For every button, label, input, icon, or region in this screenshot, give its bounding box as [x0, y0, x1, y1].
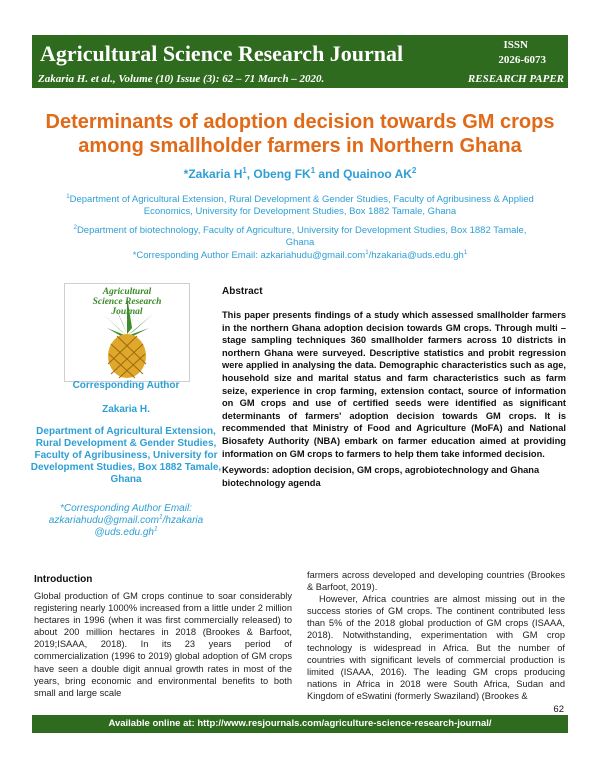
affiliation-text: Department of Agricultural Extension, Rural Development & Gender Studies, Faculty of Agribusiness & Applied Economics, University for Development Studies, Box 1882 Tamale, Ghana	[69, 194, 534, 217]
author-superscript: 2	[411, 166, 417, 175]
paper-title: Determinants of adoption decision towards GM crops among smallholder farmers in Northern Ghana	[45, 111, 555, 157]
affiliation-superscript: 2	[73, 223, 77, 231]
logo-text	[65, 287, 189, 317]
keywords: Keywords: adoption decision, GM crops, agrobiotechnology and Ghana biotechnology agenda	[222, 465, 540, 488]
corresponding-author-label: Corresponding Author	[72, 380, 180, 391]
paragraph: However, Africa countries are almost missing out in the success stories of GM crops. The continent contributed less than 5% of the 2018 global production of GM crops (ISAAA, 2018). Notwithstanding, experimentation with GM crop technology is widespread in Africa. But the number of countries with significant levels of commercial production is limited (ISAAA, 2016). The leading GM crops producing nations in Africa in 2018 were South Africa, Sudan and Kingdom of eSwatini (formerly Swaziland) (Brookes &	[307, 594, 565, 701]
author-separator: ,	[246, 167, 254, 181]
email-superscript: 1	[159, 513, 163, 521]
logo-line: Journal	[111, 307, 143, 317]
logo-line: Agricultural	[102, 287, 152, 297]
email-superscript: 1	[154, 525, 158, 533]
email-text: /hzakaria @uds.edu.gh	[94, 515, 204, 538]
author-name: Quainoo AK	[343, 167, 412, 181]
page-number: 62	[553, 704, 564, 715]
introduction-right-column	[307, 569, 565, 702]
abstract-heading: Abstract	[222, 286, 263, 297]
author-superscript: 1	[242, 166, 247, 175]
email-superscript: 1	[463, 248, 468, 256]
logo-line: Science Research	[92, 297, 162, 307]
affiliation-text: Department of biotechnology, Faculty of Agriculture, University for Development Studies, Box 1882 Tamale, Ghana	[76, 225, 527, 248]
corresponding-author-name: Zakaria H.	[102, 404, 150, 415]
footer-link[interactable]: Available online at: http://www.resjournals.com/agriculture-science-research-journal/	[32, 715, 568, 733]
journal-logo	[64, 283, 190, 382]
introduction-left-column: Global production of GM crops continue to soar considerably registering nearly 1000% increased from a little under 2 million hectares in 1996 (when it was first commercially released) to about 200 million hectares in 2018 (Brookes & Barfoot, 2019;ISAAA, 2018). In its 23 years period of commercialization (1996 to 2019) global adoption of GM crops have seen a double digit annual growth rates in most of the years, bring economic and environmental benefits to both small and large scale	[34, 591, 292, 698]
issn-label: ISSN	[503, 39, 528, 51]
paper-type: RESEARCH PAPER	[467, 73, 564, 85]
corresponding-author-affiliation: Department of Agricultural Extension, Rural Development & Gender Studies, Faculty of Agribusiness, University for Development Studies, Box 1882 Tamale, Ghana	[30, 426, 222, 485]
corresponding-author-email	[30, 503, 222, 539]
introduction-heading: Introduction	[34, 574, 93, 585]
author-list	[0, 167, 600, 181]
author-separator: and	[315, 167, 344, 181]
author-superscript: 1	[310, 166, 316, 175]
affiliation-superscript: 1	[66, 192, 70, 200]
author-name: Obeng FK	[253, 167, 311, 181]
email-text: *Corresponding Author Email: azkariahudu@gmail.com	[48, 503, 192, 526]
journal-title: Agricultural Science Research Journal	[40, 41, 404, 66]
email-text: /hzakaria@uds.edu.gh	[368, 250, 464, 261]
journal-header	[32, 35, 568, 88]
affiliation-2	[60, 225, 540, 249]
paragraph: farmers across developed and developing countries (Brookes & Barfoot, 2019).	[307, 570, 565, 593]
affiliation-1	[60, 194, 540, 218]
citation-line: Zakaria H. et al., Volume (10) Issue (3): 62 – 71 March – 2020.	[38, 73, 325, 85]
issn-number: 2026-6073	[498, 54, 546, 66]
email-superscript: 1	[365, 248, 369, 256]
corresponding-email	[0, 250, 600, 261]
email-text: *Corresponding Author Email: azkariahudu@gmail.com	[132, 250, 366, 261]
author-name: *Zakaria H	[183, 167, 243, 181]
abstract-body: This paper presents findings of a study which assessed smallholder farmers in the northern Ghana adoption decision towards GM crops. Through multi – stage sampling techniques 360 smallholder farmers across 10 districts in northern Ghana were surveyed. Descriptive statistics and probit regression were applied in analysing the data. Demographic characteristics such as age, household size and marital status and farm characteristics such as farm seize, experience in crop farming, extension contact, source of information on GM crops and use of certified seeds were identified as significant determinants of farmers' adoption decision towards GM crops. It is recommended that Ministry of Food and Agriculture (MoFA) and National Biosafety Authority (NBA) embark on farmer education aimed at providing information on GM crops to farmers to help them take informed decision.	[222, 310, 566, 459]
